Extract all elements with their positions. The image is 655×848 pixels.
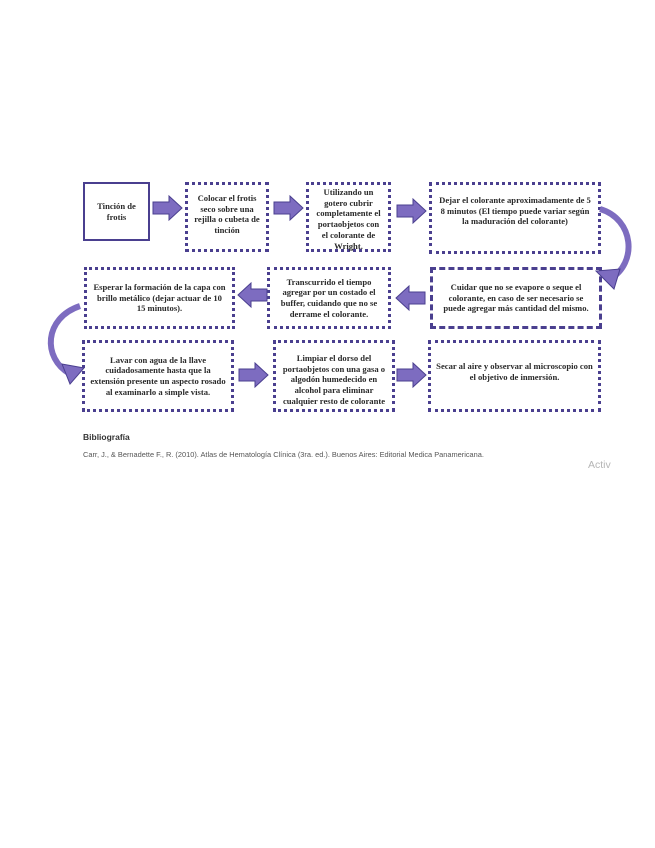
curved-down-arrow-icon bbox=[40, 300, 90, 390]
bibliography-reference: Carr, J., & Bernadette F., R. (2010). Atlas de Hematología Clínica (3ra. ed.). Buenos Aires: Editorial Medica Panamericana. bbox=[83, 450, 484, 459]
flow-step-9 bbox=[273, 340, 395, 412]
step-text: Utilizando un gotero cubrir completamente el portaobjetos con el colorante de Wright. bbox=[316, 187, 381, 251]
step-text: Dejar el colorante aproximadamente de 5 8 minutos (El tiempo puede variar según la maduración del colorante) bbox=[439, 195, 591, 227]
flow-step-10 bbox=[428, 340, 601, 412]
step-text: Colocar el frotis seco sobre una rejilla o cubeta de tinción bbox=[194, 193, 260, 236]
step-text: Limpiar el dorso del portaobjetos con una gasa o algodón humedecido en alcohol para eliminar cualquier resto de colorante bbox=[282, 353, 386, 406]
step-text: Tinción de frotis bbox=[97, 200, 136, 222]
right-arrow-icon bbox=[153, 196, 183, 220]
flow-step-5 bbox=[430, 267, 602, 329]
right-arrow-icon bbox=[397, 199, 427, 223]
curved-down-arrow-icon bbox=[590, 205, 640, 295]
flow-step-1 bbox=[83, 182, 150, 241]
right-arrow-icon bbox=[274, 196, 304, 220]
left-arrow-icon bbox=[238, 283, 268, 307]
bibliography-heading: Bibliografía bbox=[83, 432, 130, 442]
flow-step-8 bbox=[82, 340, 234, 412]
step-text: Transcurrido el tiempo agregar por un costado el buffer, cuidando que no se derrame el colorante. bbox=[280, 276, 378, 319]
step-text: Cuidar que no se evapore o seque el colorante, en caso de ser necesario se puede agregar más cantidad del mismo. bbox=[443, 281, 589, 314]
step-text: Esperar la formación de la capa con brillo metálico (dejar actuar de 10 15 minutos). bbox=[93, 281, 226, 314]
flow-step-4 bbox=[429, 182, 601, 254]
step-text: Secar al aire y observar al microscopio con el objetivo de inmersión. bbox=[436, 361, 593, 382]
left-arrow-icon bbox=[396, 286, 426, 310]
activation-watermark: Activ bbox=[588, 459, 611, 471]
flow-step-6 bbox=[267, 267, 391, 329]
right-arrow-icon bbox=[397, 363, 427, 387]
flow-step-3 bbox=[306, 182, 391, 252]
flow-step-2 bbox=[185, 182, 269, 252]
right-arrow-icon bbox=[239, 363, 269, 387]
flow-step-7 bbox=[84, 267, 235, 329]
step-text: Lavar con agua de la llave cuidadosamente hasta que la extensión presente un aspecto rosado al examinarlo a simple vista. bbox=[90, 354, 226, 397]
